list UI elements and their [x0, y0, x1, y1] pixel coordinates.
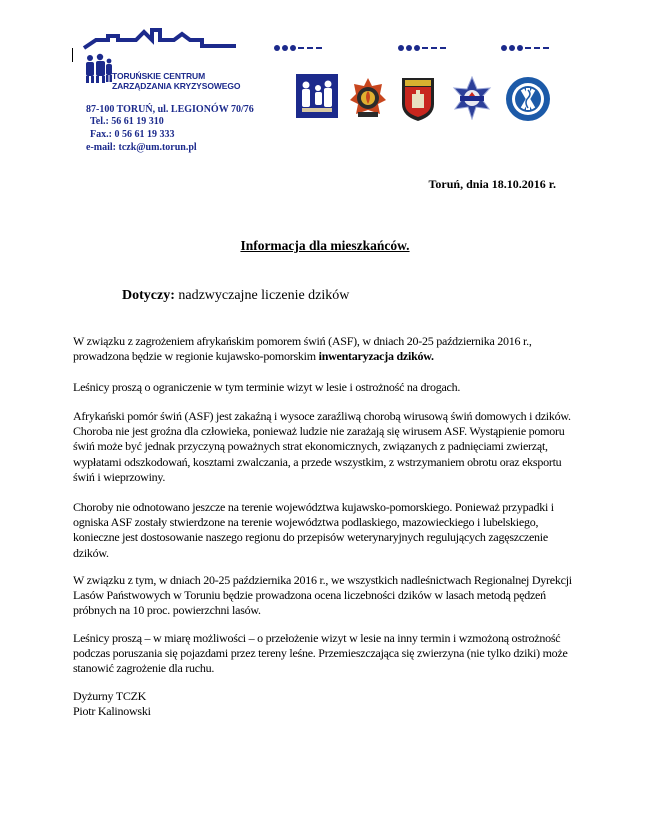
document-title [0, 238, 650, 254]
decorative-dashline [274, 39, 325, 45]
police-star-emblem [451, 76, 493, 120]
email-line: e-mail: tczk@um.torun.pl [86, 142, 197, 153]
medical-rescue-emblem [505, 76, 551, 122]
subject-label: Dotyczy: [122, 288, 175, 303]
fax-line: Fax.: 0 56 61 19 333 [90, 129, 175, 140]
paragraph-3: Afrykański pomór świń (ASF) jest zakaźną i wysoce zaraźliwą chorobą wirusową świń domowych i dzików. Choroba nie jest groźna dla człowieka, ponieważ ludzie nie zarażają się wirusem ASF. Wystąpienie pomoru świń może być jednak przyczyną poważnych strat ekonomicznych, związanych z padnięciami zwierząt, wypłatami odszkodowań, kosztami zwalczania, a przede wszystkim, z wstrzymaniem obrotu oraz eksportu świń i wieprzowiny. [73, 409, 571, 484]
organization-logo-text [112, 71, 240, 91]
subject-line [122, 288, 349, 304]
logo-line-2: ZARZĄDZANIA KRYZYSOWEGO [112, 81, 241, 91]
signature-role: Dyżurny TCZK [73, 689, 147, 703]
document-title-text: Informacja dla mieszkańców. [240, 238, 410, 253]
phone-line: Tel.: 56 61 19 310 [90, 116, 164, 127]
decorative-dashline [501, 39, 552, 45]
paragraph-5: W związku z tym, w dniach 20-25 października 2016 r., we wszystkich nadleśnictwach Regionalnej Dyrekcji Lasów Państwowych w Toruniu będzie prowadzona ocena liczebności dzików w lasach metodą pędzeń próbnych na 10 proc. powierzchni lasów. [73, 573, 572, 618]
fire-brigade-emblem [348, 76, 388, 120]
family-crisis-icon [296, 74, 338, 118]
city-guard-emblem [399, 76, 437, 122]
logo-line-1: TORUŃSKIE CENTRUM [112, 71, 206, 81]
paragraph-2: Leśnicy proszą o ograniczenie w tym terminie wizyt w lesie i ostrożność na drogach. [73, 380, 461, 394]
subject-text: nadzwyczajne liczenie dzików [174, 288, 350, 303]
paragraph-1 [73, 334, 573, 364]
paragraph-1-bold: inwentaryzacja dzików. [318, 349, 434, 364]
document-date: Toruń, dnia 18.10.2016 r. [428, 177, 556, 191]
paragraph-1-text: W związku z zagrożeniem afrykańskim pomorem świń (ASF), w dniach 20-25 października 2016 r., prowadzona będzie w regionie kujawsko-pomorskim [73, 334, 532, 364]
signature-name: Piotr Kalinowski [73, 704, 151, 718]
paragraph-6: Leśnicy proszą – w miarę możliwości – o przełożenie wizyt w lesie na inny termin i wzmożoną ostrożność podczas poruszania się pojazdami przez tereny leśne. Przemieszczająca się zwierzyna (nie tylko dziki) może stanowić zagrożenie dla ruchu. [73, 631, 568, 676]
text-cursor [72, 48, 73, 62]
decorative-dashline [398, 39, 449, 45]
paragraph-4: Choroby nie odnotowano jeszcze na terenie województwa kujawsko-pomorskiego. Ponieważ przypadki i ogniska ASF zostały stwierdzone na terenie województwa podlaskiego, mazowieckiego i lubelskiego, konieczne jest dostosowanie naszego regionu do przepisów weterynaryjnych regulujących zagęszczenie dzików. [73, 500, 554, 560]
address-line: 87-100 TORUŃ, ul. LEGIONÓW 70/76 [86, 104, 254, 115]
